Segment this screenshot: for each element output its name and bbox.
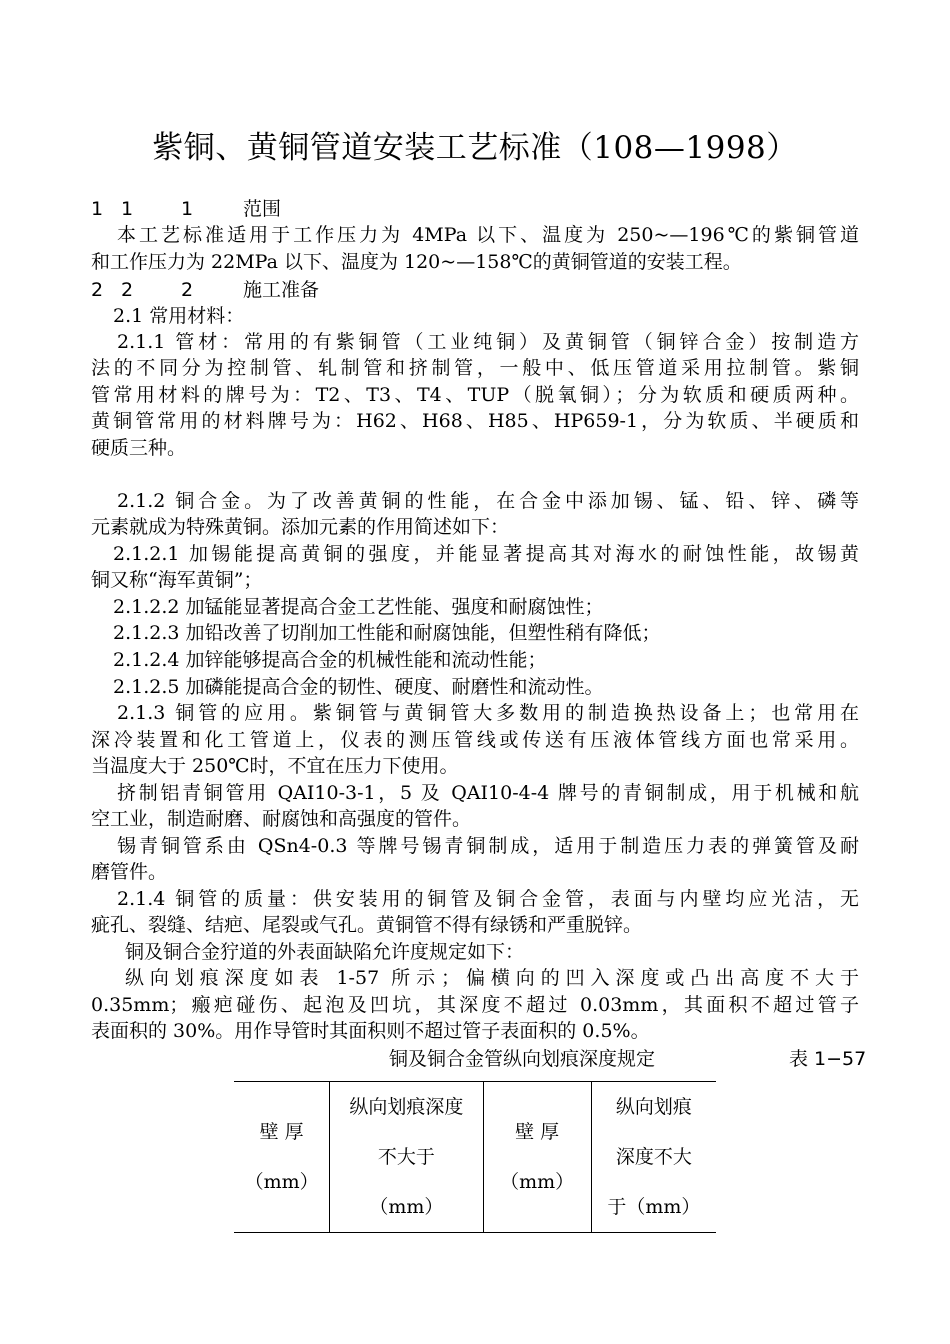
section-title: 施工准备	[243, 279, 320, 301]
paragraph-line: 锡青铜管系由 QSn4-0.3 等牌号锡青铜制成，适用于制造压力表的弹簧管及耐	[117, 835, 859, 857]
paragraph-line: 黄铜管常用的材料牌号为：H62、H68、H85、HP659-1，分为软质、半硬质和	[91, 410, 859, 432]
header-wall-thickness: 壁 厚 （mm）	[500, 1121, 575, 1193]
paragraph-line: 2.1.2.1 加锡能提高黄铜的强度，并能显著提高其对海水的耐蚀性能，故锡黄	[113, 543, 859, 565]
table-header-row	[234, 1082, 716, 1233]
list-item: 2.1.2.3 加铅改善了切削加工性能和耐腐蚀能，但塑性稍有降低；	[113, 622, 661, 644]
paragraph-line: 磨管件。	[91, 861, 168, 883]
header-scratch-depth: 纵向划痕 深度不大 于（mm）	[607, 1096, 701, 1218]
paragraph-line: 挤制铝青铜管用 QAI10-3-1，5 及 QAI10-4-4 牌号的青铜制成，用于机械和航	[117, 782, 859, 804]
paragraph-line: 2.1.1 管材：常用的有紫铜管（工业纯铜）及黄铜管（铜锌合金）按制造方	[117, 331, 859, 353]
section-number: 1	[91, 198, 104, 220]
table-header-cell	[483, 1082, 591, 1233]
scratch-depth-table	[234, 1081, 716, 1233]
paragraph-line: 本工艺标准适用于工作压力为 4MPa 以下、温度为 250~—196℃的紫铜管道	[117, 224, 859, 246]
paragraph-line: 疵孔、裂缝、结疤、尾裂或气孔。黄铜管不得有绿锈和严重脱锌。	[91, 914, 643, 936]
section-number: 1	[181, 198, 194, 220]
header-scratch-depth: 纵向划痕深度 不大于 （mm）	[349, 1096, 464, 1218]
paragraph-line: 2.1.4 铜管的质量：供安装用的铜管及铜合金管，表面与内壁均应光洁，无	[117, 888, 859, 910]
paragraph-line: 当温度大于 250℃时，不宜在压力下使用。	[91, 755, 459, 777]
list-item: 2.1.2.2 加锰能显著提高合金工艺性能、强度和耐腐蚀性；	[113, 596, 604, 618]
paragraph-line: 管常用材料的牌号为：T2、T3、T4、TUP（脱氧铜）；分为软质和硬质两种。	[91, 384, 859, 406]
paragraph-line: 2.1.3 铜管的应用。紫铜管与黄铜管大多数用的制造换热设备上；也常用在	[117, 702, 859, 724]
paragraph-line: 深冷装置和化工管道上，仪表的测压管线或传送有压液体管线方面也常采用。	[91, 729, 859, 751]
list-item: 2.1.2.4 加锌能够提高合金的机械性能和流动性能；	[113, 649, 547, 671]
table-number: 表 1−57	[789, 1048, 867, 1070]
header-wall-thickness: 壁 厚 （mm）	[244, 1121, 319, 1193]
paragraph-line: 法的不同分为控制管、轧制管和挤制管，一般中、低压管道采用拉制管。紫铜	[91, 357, 859, 379]
table-header-cell	[591, 1082, 716, 1233]
paragraph-line: 元素就成为特殊黄铜。添加元素的作用简述如下：	[91, 516, 510, 538]
section-number: 2	[181, 279, 194, 301]
paragraph-line: 铜又称“海军黄铜”；	[91, 569, 263, 591]
paragraph-line: 0.35mm；瘢疤碰伤、起泡及凹坑，其深度不超过 0.03mm，其面积不超过管子	[91, 994, 859, 1016]
subsection-heading: 2.1 常用材料：	[113, 305, 245, 327]
section-number: 1	[121, 198, 134, 220]
table-header-cell	[234, 1082, 330, 1233]
paragraph-line: 表面积的 30%。用作导管时其面积则不超过管子表面积的 0.5%。	[91, 1020, 650, 1042]
section-title: 范围	[243, 198, 282, 220]
section-number: 2	[121, 279, 134, 301]
table-header-cell	[330, 1082, 483, 1233]
paragraph-line: 和工作压力为 22MPa 以下、温度为 120~—158℃的黄铜管道的安装工程。	[91, 251, 742, 273]
paragraph-line: 空工业，制造耐磨、耐腐蚀和高强度的管件。	[91, 808, 472, 830]
list-item: 2.1.2.5 加磷能提高合金的韧性、硬度、耐磨性和流动性。	[113, 676, 604, 698]
table-caption: 铜及铜合金管纵向划痕深度规定	[389, 1048, 656, 1070]
paragraph-line: 铜及铜合金狞道的外表面缺陷允许度规定如下：	[125, 941, 525, 963]
section-number: 2	[91, 279, 104, 301]
paragraph-line: 2.1.2 铜合金。为了改善黄铜的性能，在合金中添加锡、锰、铅、锌、磷等	[117, 490, 859, 512]
paragraph-line: 硬质三种。	[91, 437, 187, 459]
document-title: 紫铜、黄铜管道安装工艺标准（108—1998）	[152, 130, 798, 166]
paragraph-line: 纵向划痕深度如表 1-57 所示；偏横向的凹入深度或凸出高度不大于	[125, 967, 859, 989]
